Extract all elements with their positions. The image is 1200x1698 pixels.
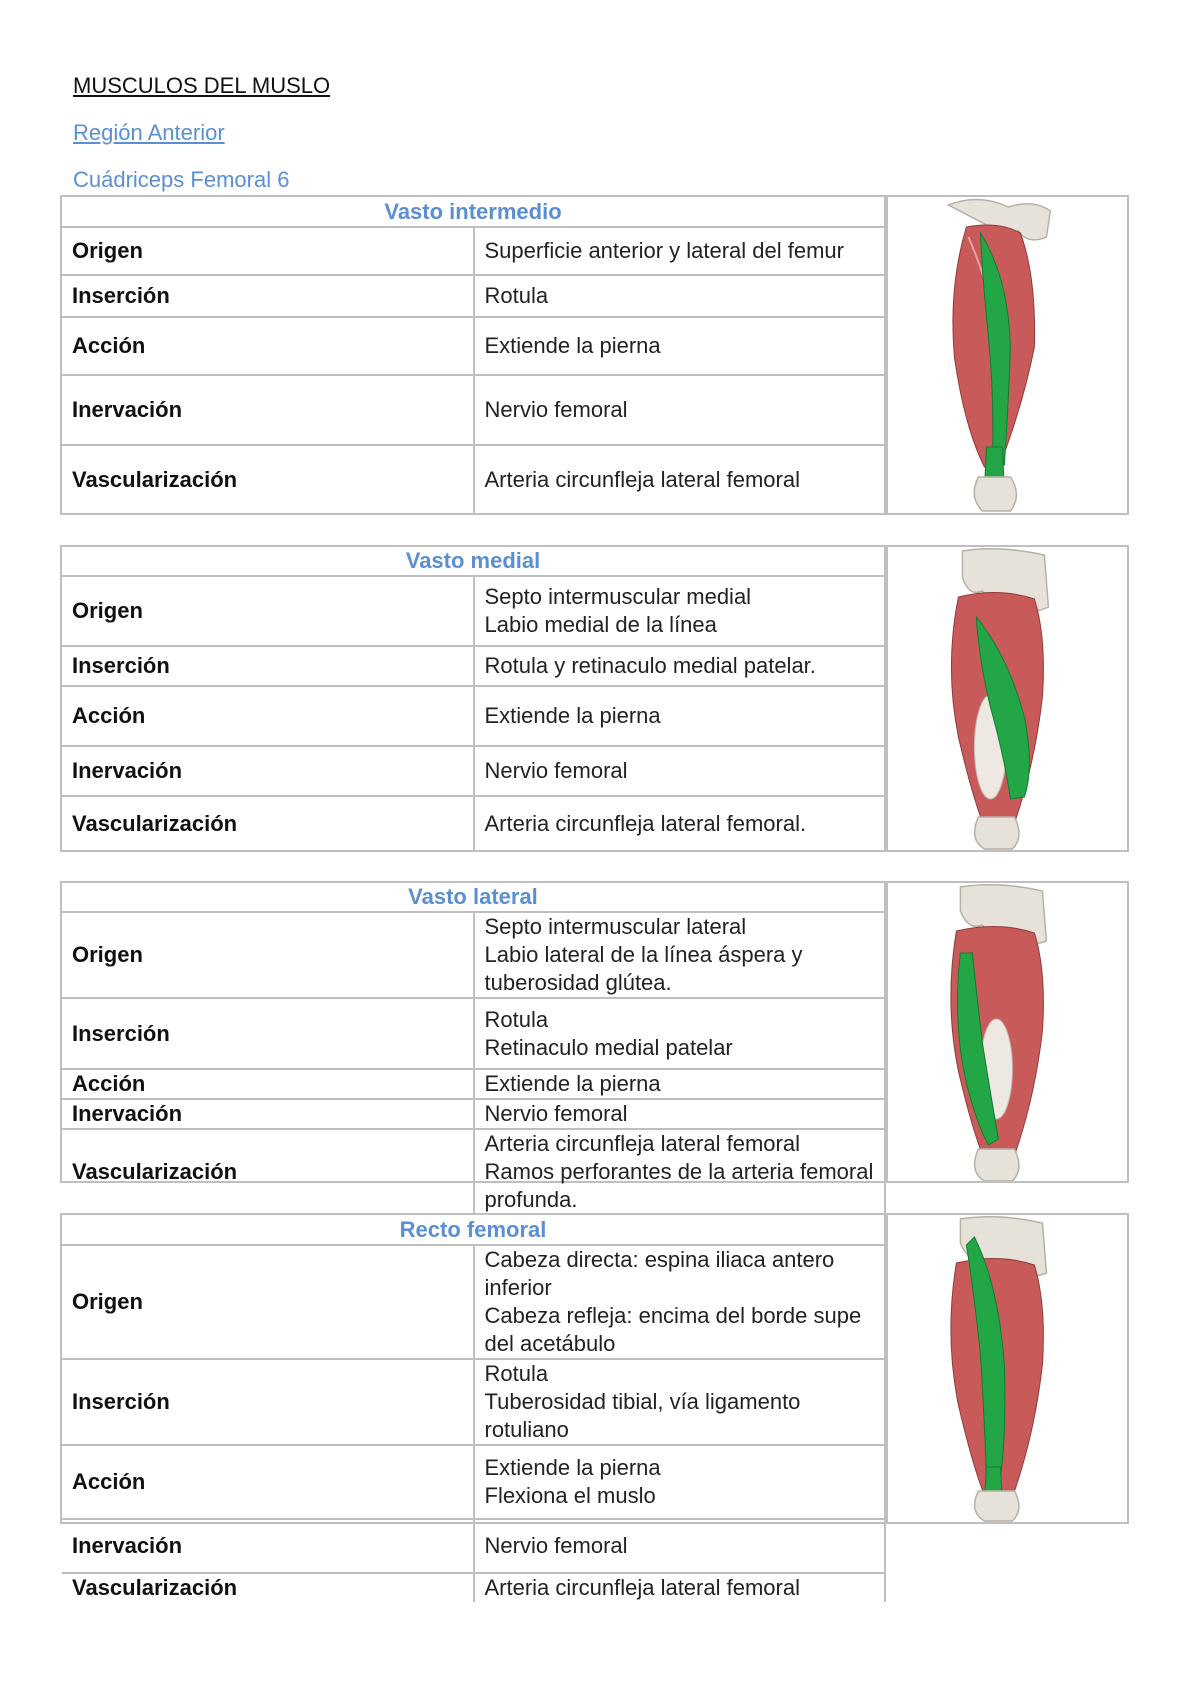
origen-value (474, 912, 886, 998)
muscle-name: Vasto lateral (62, 883, 885, 912)
muscle-card-vasto-medial (60, 545, 1129, 852)
origen-value (474, 1245, 886, 1359)
origen-value (474, 576, 886, 646)
inervacion-label: Inervación (62, 375, 474, 445)
accion-line: Extiende la pierna (484, 1071, 661, 1096)
thigh-anatomy-illustration (938, 883, 1058, 1181)
insercion-value (474, 646, 886, 686)
muscle-table (62, 1215, 886, 1602)
insercion-line: Rotula (484, 283, 549, 308)
accion-label: Acción (62, 317, 474, 375)
inervacion-line: Nervio femoral (484, 1101, 628, 1126)
accion-value (474, 317, 886, 375)
inervacion-value (474, 1519, 886, 1573)
insercion-value (474, 275, 886, 317)
origen-line: Superficie anterior y lateral del femur (484, 238, 844, 263)
inervacion-line: Nervio femoral (484, 1533, 628, 1558)
origen-label: Origen (62, 912, 474, 998)
origen-line: Cabeza refleja: encima del borde supe del acetábulo (484, 1303, 862, 1356)
page-title: MUSCULOS DEL MUSLO (73, 73, 331, 98)
accion-line: Extiende la pierna (484, 703, 661, 728)
illustration-cell (886, 1215, 1127, 1522)
muscle-table (62, 547, 886, 850)
insercion-line: Tuberosidad tibial, vía ligamento rotuliano (484, 1389, 801, 1442)
vascularizacion-value (474, 796, 886, 850)
muscle-card-vasto-intermedio (60, 195, 1129, 515)
vascularizacion-line: Arteria circunfleja lateral femoral. (484, 810, 807, 836)
muscle-name: Vasto medial (62, 547, 885, 576)
origen-line: Labio lateral de la línea áspera y tuberosidad glútea. (484, 942, 803, 995)
thigh-anatomy-illustration (938, 1215, 1058, 1522)
insercion-line: Rotula y retinaculo medial patelar. (484, 653, 816, 678)
muscle-name: Recto femoral (62, 1215, 885, 1245)
origen-label: Origen (62, 576, 474, 646)
insercion-label: Inserción (62, 275, 474, 317)
inervacion-value (474, 746, 886, 796)
illustration-cell (886, 197, 1127, 513)
vascularizacion-label: Vascularización (62, 1573, 474, 1602)
region-title: Región Anterior (73, 120, 225, 145)
vascularizacion-line: Ramos perforantes de la arteria femoral profunda. (484, 1159, 874, 1212)
insercion-line: Rotula (484, 1361, 549, 1386)
accion-line: Extiende la pierna (484, 1455, 661, 1480)
vascularizacion-line: Arteria circunfleja lateral femoral (484, 466, 800, 492)
accion-value (474, 1069, 886, 1099)
muscle-card-recto-femoral (60, 1213, 1129, 1600)
accion-line: Extiende la pierna (484, 333, 661, 358)
muscle-name: Vasto intermedio (62, 197, 885, 227)
origen-line: Septo intermuscular medial (484, 584, 752, 609)
inervacion-value (474, 375, 886, 445)
thigh-anatomy-illustration (938, 547, 1058, 850)
origen-line: Cabeza directa: espina iliaca antero inferior (484, 1247, 835, 1300)
accion-value (474, 686, 886, 746)
insercion-label: Inserción (62, 998, 474, 1069)
vascularizacion-line: Arteria circunfleja lateral femoral (484, 1575, 800, 1600)
inervacion-line: Nervio femoral (484, 758, 628, 783)
insercion-value (474, 998, 886, 1069)
muscle-table (62, 197, 886, 513)
vascularizacion-value (474, 445, 886, 513)
insercion-line: Rotula (484, 1006, 549, 1032)
insercion-value (474, 1359, 886, 1445)
vascularizacion-label: Vascularización (62, 796, 474, 850)
inervacion-label: Inervación (62, 1099, 474, 1129)
insercion-label: Inserción (62, 1359, 474, 1445)
inervacion-label: Inervación (62, 1519, 474, 1573)
inervacion-value (474, 1099, 886, 1129)
vascularizacion-value (474, 1573, 886, 1602)
origen-label: Origen (62, 227, 474, 275)
origen-value (474, 227, 886, 275)
thigh-anatomy-illustration (938, 197, 1058, 513)
accion-label: Acción (62, 1069, 474, 1099)
illustration-cell (886, 547, 1127, 850)
origen-line: Septo intermuscular lateral (484, 914, 747, 939)
accion-value (474, 1445, 886, 1519)
vascularizacion-label: Vascularización (62, 445, 474, 513)
origen-line: Labio medial de la línea (484, 612, 717, 637)
origen-label: Origen (62, 1245, 474, 1359)
muscle-table (62, 883, 886, 1214)
accion-label: Acción (62, 1445, 474, 1519)
inervacion-line: Nervio femoral (484, 397, 628, 422)
accion-line: Flexiona el muslo (484, 1483, 656, 1508)
inervacion-label: Inervación (62, 746, 474, 796)
vascularizacion-line: Arteria circunfleja lateral femoral (484, 1131, 800, 1156)
insercion-line: Retinaculo medial patelar (484, 1034, 733, 1060)
insercion-label: Inserción (62, 646, 474, 686)
vascularizacion-value (474, 1129, 886, 1214)
muscle-card-vasto-lateral (60, 881, 1129, 1212)
accion-label: Acción (62, 686, 474, 746)
vascularizacion-label: Vascularización (62, 1129, 474, 1214)
group-title: Cuádriceps Femoral 6 (73, 167, 290, 192)
illustration-cell (886, 883, 1127, 1181)
